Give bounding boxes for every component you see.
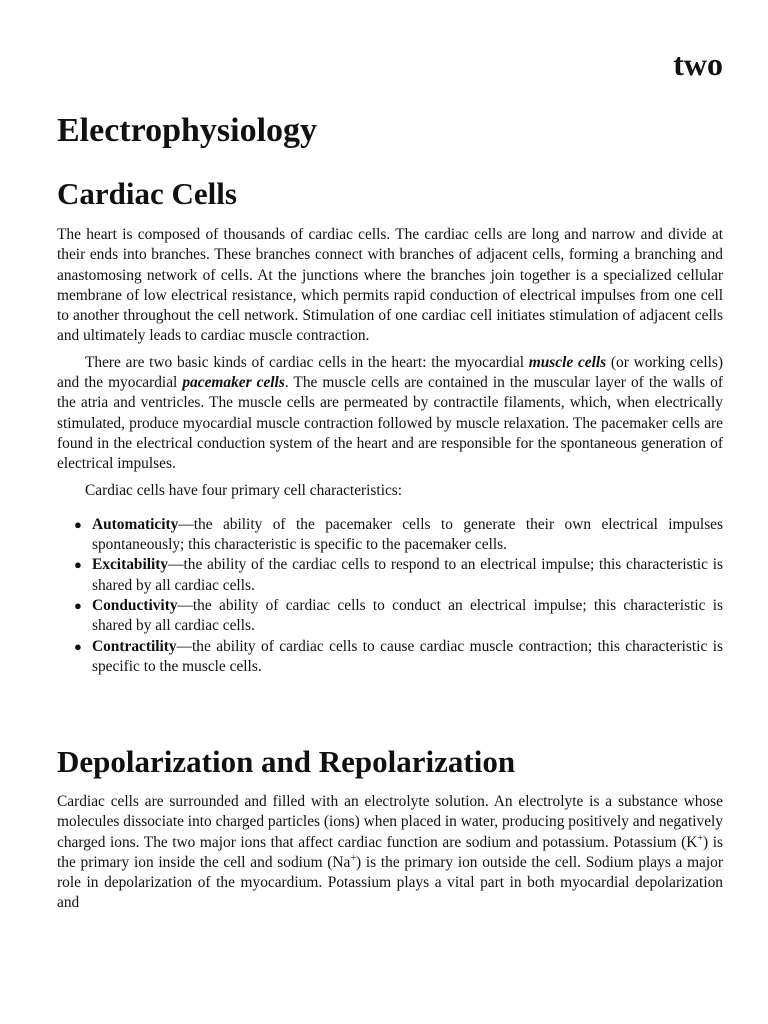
paragraph (57, 353, 723, 475)
term-muscle-cells: muscle cells (528, 353, 607, 371)
section-body-depolarization (57, 792, 723, 914)
term: Excitability (92, 556, 169, 574)
bullet-icon: ● (74, 557, 82, 573)
superscript-plus: + (697, 832, 704, 844)
bullet-icon: ● (74, 638, 82, 654)
definition: —the ability of cardiac cells to cause cardiac muscle contraction; this characteristic is specific to the muscle cells. (92, 637, 723, 675)
characteristics-list (57, 515, 723, 677)
section-body-cardiac-cells (57, 225, 723, 677)
bullet-icon: ● (74, 598, 82, 614)
text-run: ) is the primary ion inside the cell and sodium (Na (57, 833, 723, 871)
text-run: There are two basic kinds of cardiac cells in the heart: the myocardial (85, 353, 529, 371)
list-item (74, 555, 723, 596)
text-run: ) is the primary ion outside the cell. Sodium plays a major role in depolarization of the myocardium. Potassium plays a vital part in both myocardial depolarization and (57, 853, 723, 912)
definition: —the ability of the cardiac cells to respond to an electrical impulse; this characteristic is shared by all cardiac cells. (92, 556, 723, 594)
paragraph: Cardiac cells have four primary cell characteristics: (85, 481, 403, 499)
term: Contractility (92, 637, 177, 655)
section-heading-depolarization: Depolarization and Repolarization (57, 744, 516, 779)
text-run: Cardiac cells are surrounded and filled with an electrolyte solution. An electrolyte is a substance whose molecules dissociate into charged particles (ions) when placed in water, producing positively and negatively charged ions. The two major ions that affect cardiac function are sodium and potassium. Potassium (K (57, 793, 723, 851)
term: Conductivity (92, 597, 178, 615)
term: Automaticity (92, 515, 179, 533)
list-item (74, 515, 723, 556)
list-item (74, 596, 723, 637)
chapter-number: two (673, 46, 723, 82)
section-heading-cardiac-cells: Cardiac Cells (57, 176, 237, 211)
chapter-title: Electrophysiology (57, 112, 318, 149)
list-item (74, 637, 723, 678)
definition: —the ability of the pacemaker cells to generate their own electrical impulses spontaneously; this characteristic is specific to the pacemaker cells. (92, 515, 723, 554)
text-run: (or working cells) and the myocardial (57, 353, 723, 392)
paragraph (57, 792, 723, 914)
term-pacemaker-cells: pacemaker cells (182, 374, 285, 392)
text-run: . The muscle cells are contained in the muscular layer of the walls of the atria and ventricles. The muscle cells are permeated by contractile filaments, which, when electrically stimulated, produce myocardial muscle contraction followed by muscle relaxation. The pacemaker cells are found in the electrical conduction system of the heart and are responsible for the spontaneous generation of electrical impulses. (57, 374, 723, 473)
superscript-plus: + (350, 852, 357, 864)
paragraph: The heart is composed of thousands of cardiac cells. The cardiac cells are long and narrow and divide at their ends into branches. These branches connect with branches of adjacent cells, forming a branching and anastomosing network of cells. At the junctions where the branches join together is a specialized cellular membrane of low electrical resistance, which permits rapid conduction of electrical impulses from one cell to another throughout the cell network. Stimulation of one cardiac cell initiates stimulation of adjacent cells and ultimately leads to cardiac muscle contraction. (57, 226, 723, 345)
definition: —the ability of cardiac cells to conduct an electrical impulse; this characteristic is shared by all cardiac cells. (92, 597, 723, 635)
bullet-icon: ● (74, 516, 82, 532)
